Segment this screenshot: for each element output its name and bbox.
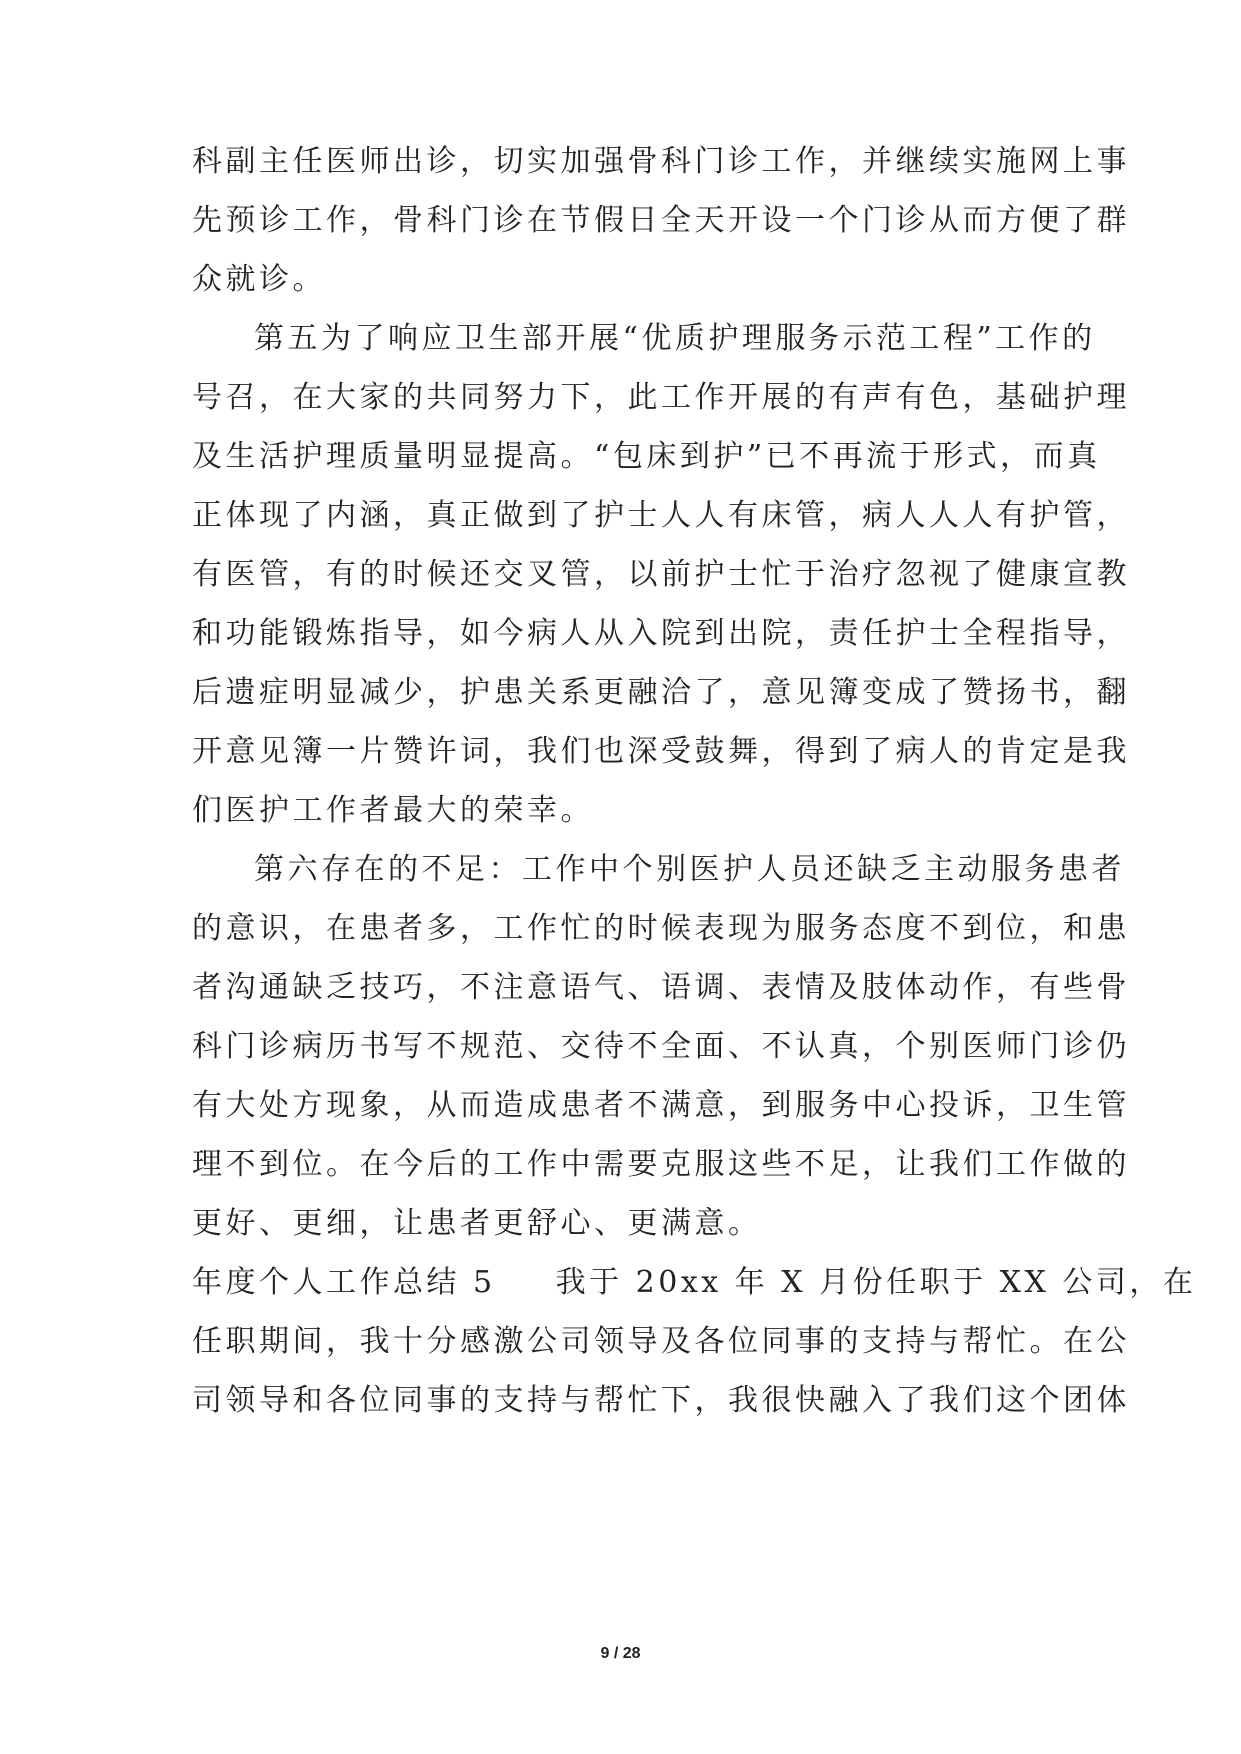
text-line: 先预诊工作，骨科门诊在节假日全天开设一个门诊从而方便了群: [192, 203, 1130, 238]
text-line: 和功能锻炼指导，如今病人从入院到出院，责任护士全程指导，: [192, 616, 1130, 651]
text-line: 及生活护理质量明显提高。“包床到护”已不再流于形式，而真: [192, 439, 1101, 474]
section-title: 年度个人工作总结 5: [192, 1265, 496, 1300]
text-line: 开意见簿一片赞许词，我们也深受鼓舞，得到了病人的肯定是我: [192, 734, 1130, 769]
paragraph-start-line: 第五为了响应卫生部开展“优质护理服务示范工程”工作的: [254, 321, 1096, 356]
section-heading-line: [192, 1263, 1197, 1303]
page-number: 9 / 28: [600, 1645, 641, 1662]
text-line: 理不到位。在今后的工作中需要克服这些不足，让我们工作做的: [192, 1147, 1130, 1182]
text-line: 科副主任医师出诊，切实加强骨科门诊工作，并继续实施网上事: [192, 144, 1130, 179]
text-line: 们医护工作者最大的荣幸。: [192, 793, 594, 828]
text-line: 者沟通缺乏技巧，不注意语气、语调、表情及肢体动作，有些骨: [192, 970, 1130, 1005]
text-line: 后遗症明显减少，护患关系更融洽了，意见簿变成了赞扬书，翻: [192, 675, 1130, 710]
text-line: 的意识，在患者多，工作忙的时候表现为服务态度不到位，和患: [192, 911, 1130, 946]
text-line: 正体现了内涵，真正做到了护士人人有床管，病人人人有护管，: [192, 498, 1130, 533]
text-line: 众就诊。: [192, 262, 326, 297]
section-first-text: 我于 20xx 年 X 月份任职于 XX 公司，在: [555, 1265, 1197, 1300]
text-line: 司领导和各位同事的支持与帮忙下，我很快融入了我们这个团体: [192, 1383, 1130, 1418]
text-line: 科门诊病历书写不规范、交待不全面、不认真，个别医师门诊仍: [192, 1029, 1130, 1064]
text-line: 有医管，有的时候还交叉管，以前护士忙于治疗忽视了健康宣教: [192, 557, 1130, 592]
paragraph-start-line: 第六存在的不足：工作中个别医护人员还缺乏主动服务患者: [254, 852, 1125, 887]
text-line: 有大处方现象，从而造成患者不满意，到服务中心投诉，卫生管: [192, 1088, 1130, 1123]
text-line: 任职期间，我十分感激公司领导及各位同事的支持与帮忙。在公: [192, 1324, 1130, 1359]
text-line: 更好、更细，让患者更舒心、更满意。: [192, 1206, 762, 1241]
text-line: 号召，在大家的共同努力下，此工作开展的有声有色，基础护理: [192, 380, 1130, 415]
